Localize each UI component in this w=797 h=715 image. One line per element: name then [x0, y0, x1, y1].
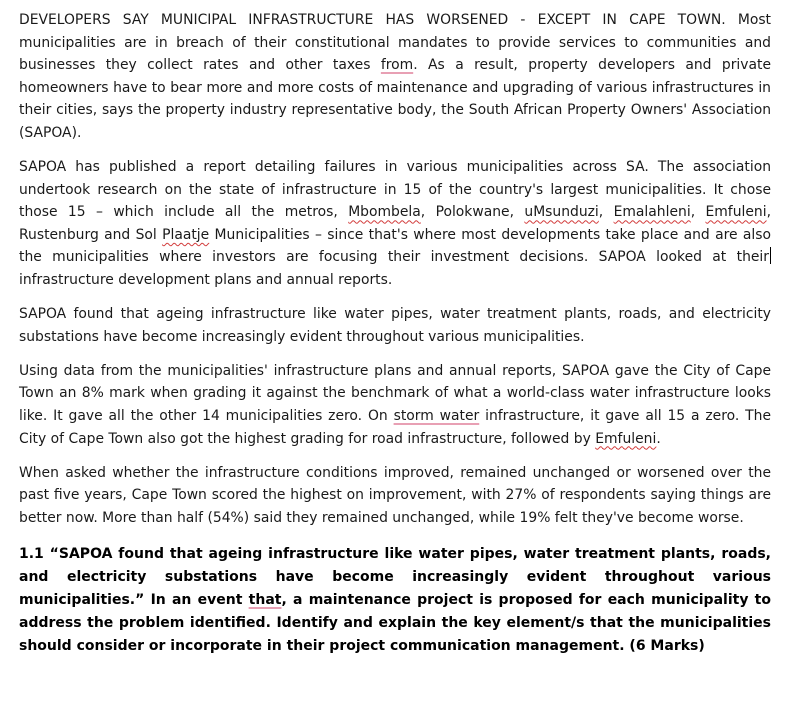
text-cursor: [770, 247, 771, 264]
text-run: ,: [598, 204, 614, 221]
spelling-flag[interactable]: Mbombela: [348, 204, 421, 221]
paragraph-findings: SAPOA found that ageing infrastructure like water pipes, water treatment plants, roads, and electricity substations have become increasingly evident throughout various municipalities.: [19, 306, 771, 345]
question-1-1: [19, 543, 771, 658]
text-run: infrastructure, it gave all 15 a zero. The City of Cape Town also got the highest grading for road infrastructure, followed by: [19, 408, 772, 447]
text-run: .: [656, 430, 661, 447]
text-run: , Rustenburg and Sol: [19, 204, 771, 243]
spelling-flag[interactable]: uMsunduzi: [524, 204, 599, 221]
spelling-flag[interactable]: Emalahleni: [613, 204, 691, 221]
text-run: 1.1 “SAPOA found that ageing infrastructure like water pipes, water treatment plants, roads, and electricity substations have become increasingly evident throughout various municipalities.” In an event: [19, 546, 771, 609]
grammar-flag[interactable]: that: [248, 592, 282, 609]
grammar-flag[interactable]: from: [380, 57, 414, 74]
paragraph-intro: [19, 9, 771, 145]
spelling-flag[interactable]: Emfuleni: [595, 430, 657, 447]
text-run: , Polokwane,: [420, 204, 525, 221]
text-run: Using data from the municipalities' infrastructure plans and annual reports, SAPOA gave the City of Cape Town an 8% mark when grading it against the benchmark of what a world-class water infrastructure looks like. It gave all the other 14 municipalities zero. On: [19, 362, 771, 424]
text-run: , a maintenance project is proposed for each municipality to address the problem identified. Identify and explain the key element/s that the municipalities should consider or incorporate in their project communication management. (6 Marks): [19, 592, 771, 655]
text-run: . As a result, property developers and private homeowners have to bear more and more costs of maintenance and upgrading of various infrastructures in their cities, says the property industry representative body, the South African Property Owners' Association (SAPOA).: [19, 57, 772, 141]
paragraph-grading: [19, 360, 771, 450]
text-run: DEVELOPERS SAY MUNICIPAL INFRASTRUCTURE HAS WORSENED - EXCEPT IN CAPE TOWN. Most municipalities are in breach of their constitutional mandates to provide services to communities and businesses they collect rates and other taxes: [19, 12, 771, 74]
spelling-flag[interactable]: Emfuleni: [705, 204, 767, 221]
spelling-flag[interactable]: Plaatje: [162, 226, 210, 243]
text-run: Municipalities – since that's where most developments take place and are also the municipalities where investors are focusing their investment decisions. SAPOA looked at their: [19, 226, 771, 266]
grammar-flag[interactable]: storm water: [393, 408, 480, 424]
text-run: infrastructure development plans and annual reports.: [19, 272, 393, 289]
text-run: SAPOA has published a report detailing failures in various municipalities across SA. The association undertook research on the state of infrastructure in 15 of the country's largest municipalities. It chose those 15 – which include all the metros,: [19, 159, 771, 221]
text-run: ,: [690, 204, 706, 221]
paragraph-survey: When asked whether the infrastructure conditions improved, remained unchanged or worsened over the past five years, Cape Town scored the highest on improvement, with 27% of respondents saying things are better now. More than half (54%) said they remained unchanged, while 19% felt they've become worse.: [19, 464, 771, 526]
paragraph-report: [19, 156, 771, 292]
